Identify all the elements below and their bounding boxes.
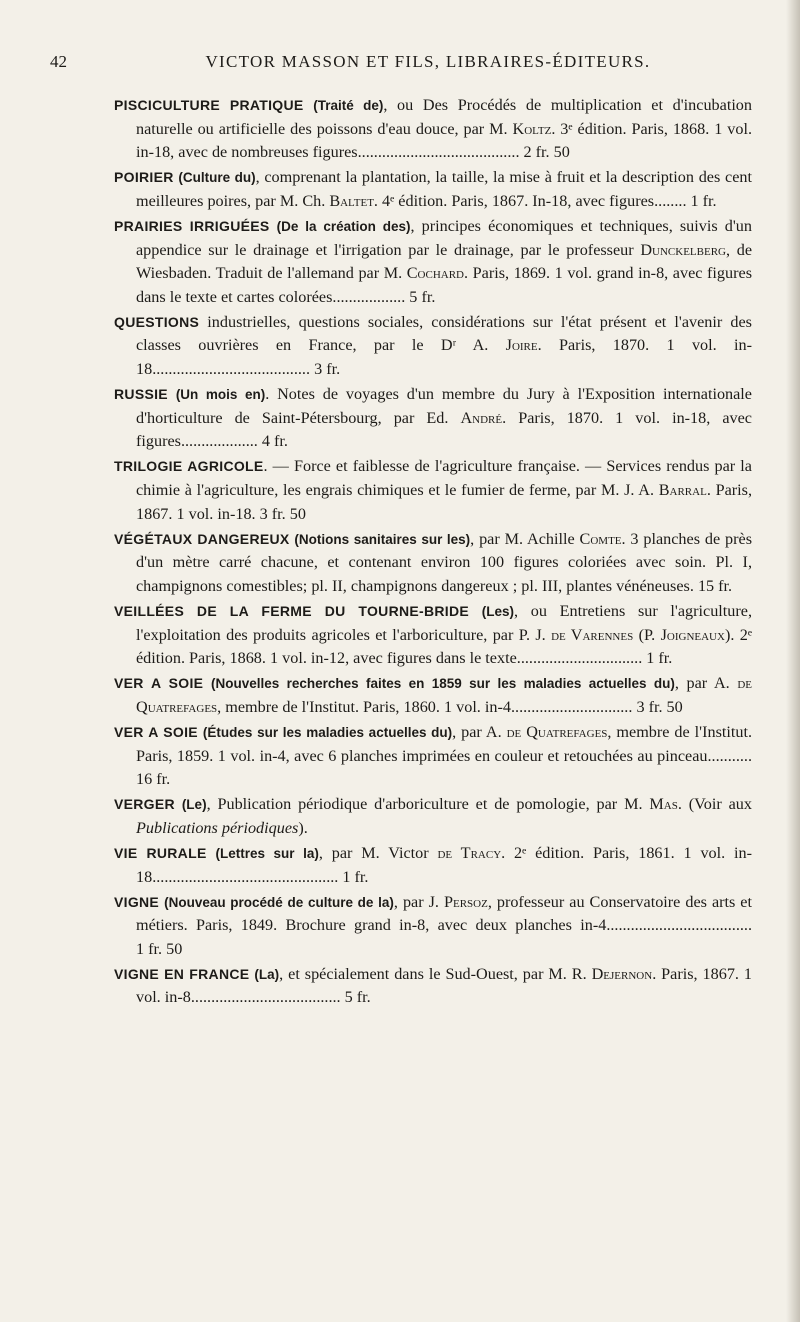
catalog-entry: [114, 166, 752, 213]
entry-title: RUSSIE: [114, 386, 168, 403]
entry-text: (P.: [633, 625, 661, 644]
entry-text: . 4ᵉ édition. Paris, 1867. In-18, avec figures: [373, 191, 655, 210]
entry-author: Koltz: [512, 119, 552, 138]
entry-text: ). 2ᵉ édition. Paris, 1868. 1 vol. in-12, avec figures dans le texte: [136, 625, 752, 668]
entry-text: . Notes de voyages d'un membre du Jury à l'Exposition internationale d'horticulture de Saint-Pétersbourg, par Ed.: [136, 385, 752, 427]
entry-text: , par J.: [393, 892, 444, 911]
page-number: 42: [50, 52, 67, 71]
entry-title: VER A SOIE: [114, 675, 204, 692]
entry-price: 3 fr.: [314, 360, 341, 379]
entry-title: VIE RURALE: [114, 844, 207, 861]
entry-price: 2 fr. 50: [523, 143, 570, 162]
dot-leader: ....................................: [606, 916, 752, 935]
entry-author: de Quatrefages: [136, 674, 753, 716]
catalog-entry: [114, 721, 752, 792]
catalog-entry: [114, 891, 752, 962]
entry-text: , ou Des Procédés de multiplication et d'incubation naturelle ou artificielle des poissons d'eau douce, par M.: [136, 96, 752, 138]
catalog-entry: [114, 215, 752, 309]
entry-text: , membre de l'Institut. Paris, 1859. 1 vol. in-4, avec 6 planches imprimées en couleur et retouchées au pinceau: [136, 722, 753, 765]
entry-subtitle: (Nouveau procédé de culture de la): [164, 894, 394, 910]
entry-price: 1 fr.: [342, 867, 369, 886]
entry-text: . Paris, 1867. 1 vol. in-18.: [136, 481, 752, 523]
entry-price: 1 fr.: [690, 191, 717, 210]
entry-text: , comprenant la plantation, la taille, la mise à fruit et la description des cent meilleures poires, par M. Ch.: [136, 168, 752, 210]
page-header: [50, 52, 750, 76]
catalog-entry: [114, 383, 752, 454]
entry-text: , et spécialement dans le Sud-Ouest, par M. R.: [279, 964, 592, 983]
entry-price: 1 fr.: [646, 649, 673, 668]
entry-title: PRAIRIES IRRIGUÉES: [114, 217, 270, 234]
entry-text: , membre de l'Institut. Paris, 1860. 1 vol. in-4: [217, 697, 511, 716]
entry-text: . — Force et faiblesse de l'agriculture française. — Services rendus par la chimie à l'agriculture, les engrais chimiques et le fumier de ferme, par M. J. A.: [136, 457, 752, 499]
entry-text: , par M. Achille: [470, 529, 580, 548]
dot-leader: .....................................: [190, 988, 341, 1007]
entry-subtitle: (Les): [481, 603, 515, 619]
entry-title: VER A SOIE: [114, 723, 198, 740]
entry-price: 16 fr.: [136, 770, 171, 789]
entry-subtitle: (Traité de): [313, 98, 384, 113]
entry-subtitle: (Nouvelles recherches faites en 1859 sur les maladies actuelles du): [210, 676, 675, 692]
entry-author: de Tracy: [437, 843, 502, 862]
dot-leader: ........: [654, 191, 687, 210]
entry-author: Persoz: [443, 892, 488, 911]
entry-price: 5 fr.: [344, 988, 371, 1007]
catalog-entry: [114, 793, 752, 840]
catalog-entry: [114, 455, 752, 526]
dot-leader: ...............................: [516, 649, 643, 668]
entry-italic: Publications périodiques: [136, 818, 299, 837]
entry-price: 3 fr. 50: [636, 697, 683, 716]
entry-author: André: [460, 408, 503, 427]
entry-author: Dunckelberg: [640, 240, 726, 259]
entry-text: . 3 planches de près d'un mètre carré chacune, et contenant environ 100 figures coloriées avec soin. Pl. I, champignons comestibles; pl. II, champignons dangereux ; pl. III, plantes vénéneuses.: [136, 529, 752, 595]
dot-leader: ..............................: [510, 697, 633, 716]
catalog-entry: [114, 672, 752, 719]
entry-author: de Quatrefages: [506, 722, 608, 741]
entry-text: , professeur au Conservatoire des arts et métiers. Paris, 1849. Brochure grand in-8, avec deux planches in-4: [136, 892, 752, 935]
entry-text: . Paris, 1869. 1 vol. grand in-8, avec figures dans le texte et cartes colorées: [136, 264, 752, 306]
entry-price: 15 fr.: [697, 576, 733, 595]
entry-subtitle: (De la création des): [276, 218, 411, 234]
entry-text: . Paris, 1867. 1 vol. in-8: [136, 964, 753, 1007]
entry-title: VÉGÉTAUX DANGEREUX: [114, 530, 290, 547]
entry-author: Joire: [505, 336, 538, 355]
dot-leader: ..................: [332, 287, 406, 306]
entry-text: industrielles, questions sociales, considérations sur l'état présent et l'avenir des classes ouvrières en France, par le Dʳ A.: [136, 312, 752, 355]
entry-title: VERGER: [114, 796, 175, 813]
entry-subtitle: (Un mois en): [175, 387, 266, 403]
catalog-entry: [114, 963, 752, 1010]
entry-title: POIRIER: [114, 169, 174, 186]
page-edge-shadow: [786, 0, 800, 1322]
entry-title: PISCICULTURE PRATIQUE: [114, 97, 304, 113]
entry-price: 5 fr.: [409, 287, 436, 306]
dot-leader: ...........: [707, 746, 752, 765]
entry-text: . 2ᵉ édition. Paris, 1861. 1 vol. in-18: [136, 843, 753, 886]
catalog-entry: [114, 94, 752, 165]
dot-leader: ..............................................: [152, 867, 339, 886]
entry-text: , principes économiques et techniques, suivis d'un appendice sur le drainage et l'irrigation par le drainage, par le professeur: [136, 216, 752, 259]
entry-subtitle: (Le): [181, 797, 207, 813]
entry-subtitle: (La): [254, 966, 280, 982]
entry-subtitle: (Lettres sur la): [215, 845, 319, 861]
entry-author: Dejernon: [591, 964, 653, 983]
entry-author: Joigneaux: [660, 625, 725, 644]
catalog-entries: [114, 94, 752, 1012]
entry-author: Cochard: [406, 264, 464, 283]
entry-title: VIGNE EN FRANCE: [114, 965, 250, 982]
entry-title: TRILOGIE AGRICOLE: [114, 458, 264, 475]
catalog-entry: [114, 528, 752, 599]
catalog-entry: [114, 842, 752, 889]
entry-text: . 3ᵉ édition. Paris, 1868. 1 vol. in-18, avec de nombreuses figures: [136, 119, 752, 162]
entry-text: , Publication périodique d'arboriculture et de pomologie, par M.: [206, 795, 650, 814]
dot-leader: ........................................: [357, 143, 520, 162]
entry-title: VIGNE: [114, 893, 160, 910]
entry-subtitle: (Culture du): [178, 170, 256, 186]
entry-title: QUESTIONS: [114, 313, 200, 330]
entry-author: Baltet: [329, 191, 374, 210]
catalog-entry: [114, 600, 752, 671]
entry-title: VEILLÉES DE LA FERME DU TOURNE-BRIDE: [114, 602, 470, 619]
entry-author: Comte: [579, 529, 622, 548]
entry-price: 1 fr. 50: [136, 939, 183, 958]
entry-subtitle: (Notions sanitaires sur les): [294, 531, 471, 547]
entry-text: ).: [298, 818, 308, 837]
entry-author: Barral: [658, 481, 707, 499]
entry-text: . (Voir aux: [677, 795, 752, 814]
entry-author: Mas: [649, 795, 678, 814]
entry-text: . Paris, 1870. 1 vol. in-18, avec figures: [136, 408, 752, 451]
entry-text: , par M. Victor: [318, 843, 438, 862]
entry-subtitle: (Études sur les maladies actuelles du): [202, 724, 453, 740]
dot-leader: .......................................: [152, 360, 311, 379]
entry-text: , ou Entretiens sur l'agriculture, l'exploitation des produits agricoles et l'arboriculture, par P. J.: [136, 601, 752, 644]
entry-text: , de Wiesbaden. Traduit de l'allemand par M.: [136, 240, 753, 283]
entry-text: , par A.: [452, 722, 507, 741]
entry-text: , par A.: [674, 674, 738, 693]
catalog-entry: [114, 311, 752, 382]
running-head: VICTOR MASSON ET FILS, LIBRAIRES-ÉDITEURS.: [205, 52, 651, 71]
dot-leader: ...................: [180, 432, 258, 451]
entry-text: . Paris, 1870. 1 vol. in-18: [136, 336, 752, 379]
entry-author: de Varennes: [551, 625, 634, 644]
entry-price: 3 fr. 50: [259, 504, 306, 523]
entry-price: 4 fr.: [261, 432, 288, 451]
